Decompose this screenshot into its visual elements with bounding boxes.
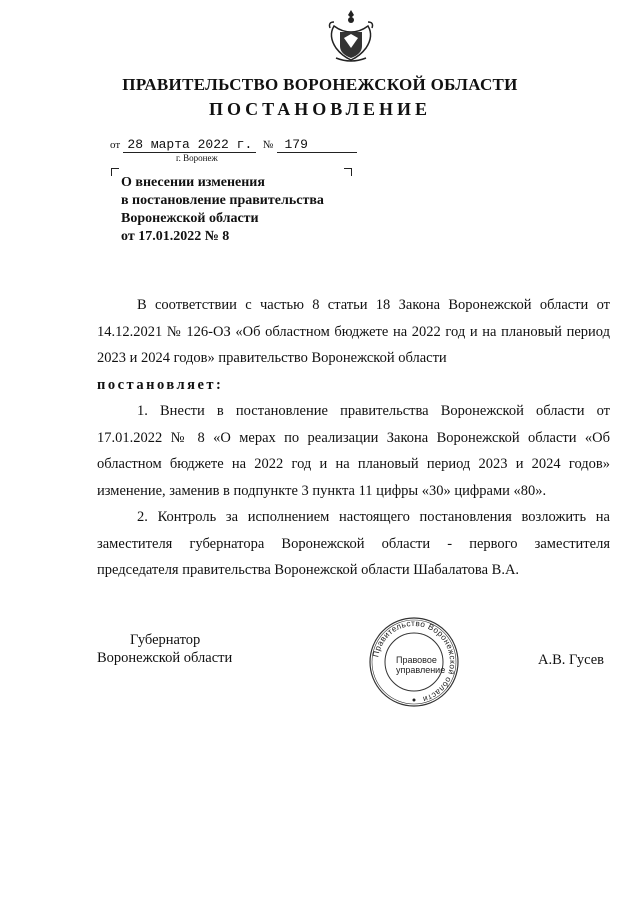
signatory-position [97,631,232,667]
preamble-paragraph [97,292,610,398]
organization-title: ПРАВИТЕЛЬСТВО ВОРОНЕЖСКОЙ ОБЛАСТИ [122,75,518,94]
city-label: г. Воронеж [176,153,218,163]
document-body [97,292,610,584]
resolves-word: постановляет: [97,376,224,393]
stamp-ring-text: Правительство Воронежской области [371,618,458,704]
subject-line: в постановление правительства [121,193,324,208]
stamp-inner-line: управление [396,665,446,675]
date-from-label: от [110,139,121,151]
coat-of-arms-emblem [326,8,376,66]
subject-line: О внесении изменения [121,175,265,190]
preamble-text: В соответствии с частью 8 статьи 18 Закона Воронежской области от 14.12.2021 № 126-ОЗ «Об областном бюджете на 2022 год и на плановый период 2023 и 2024 годов» правительство Воронежской области [97,297,610,366]
stamp-inner-line: Правовое [396,655,437,665]
document-subject [121,174,371,246]
stamp-inner-text [396,655,445,675]
item-2-paragraph: 2. Контроль за исполнением настоящего постановления возложить на заместителя губернатора Воронежской области - первого заместителя председателя правительства Воронежской области Шабалатова В.А. [97,509,610,578]
subject-bracket-left [111,168,119,176]
document-number: 179 [277,137,357,153]
number-label: № [262,139,274,151]
document-date: 28 марта 2022 г. [123,137,256,153]
document-type-title: ПОСТАНОВЛЕНИЕ [208,99,432,119]
subject-line: Воронежской области [121,211,259,226]
position-line: Воронежской области [97,650,233,666]
item-1-paragraph: 1. Внести в постановление правительства Воронежской области от 17.01.2022 № 8 «О мерах по реализации Закона Воронежской области «Об областном бюджете на 2022 год и на плановый период 2023 и 2024 годов» изменение, заменив в подпункте 3 пункта 11 цифры «30» цифрами «80». [97,403,610,499]
dateline [110,136,357,153]
signatory-name: А.В. Гусев [538,652,604,668]
position-line: Губернатор [130,632,201,648]
subject-line: от 17.01.2022 № 8 [121,229,230,244]
